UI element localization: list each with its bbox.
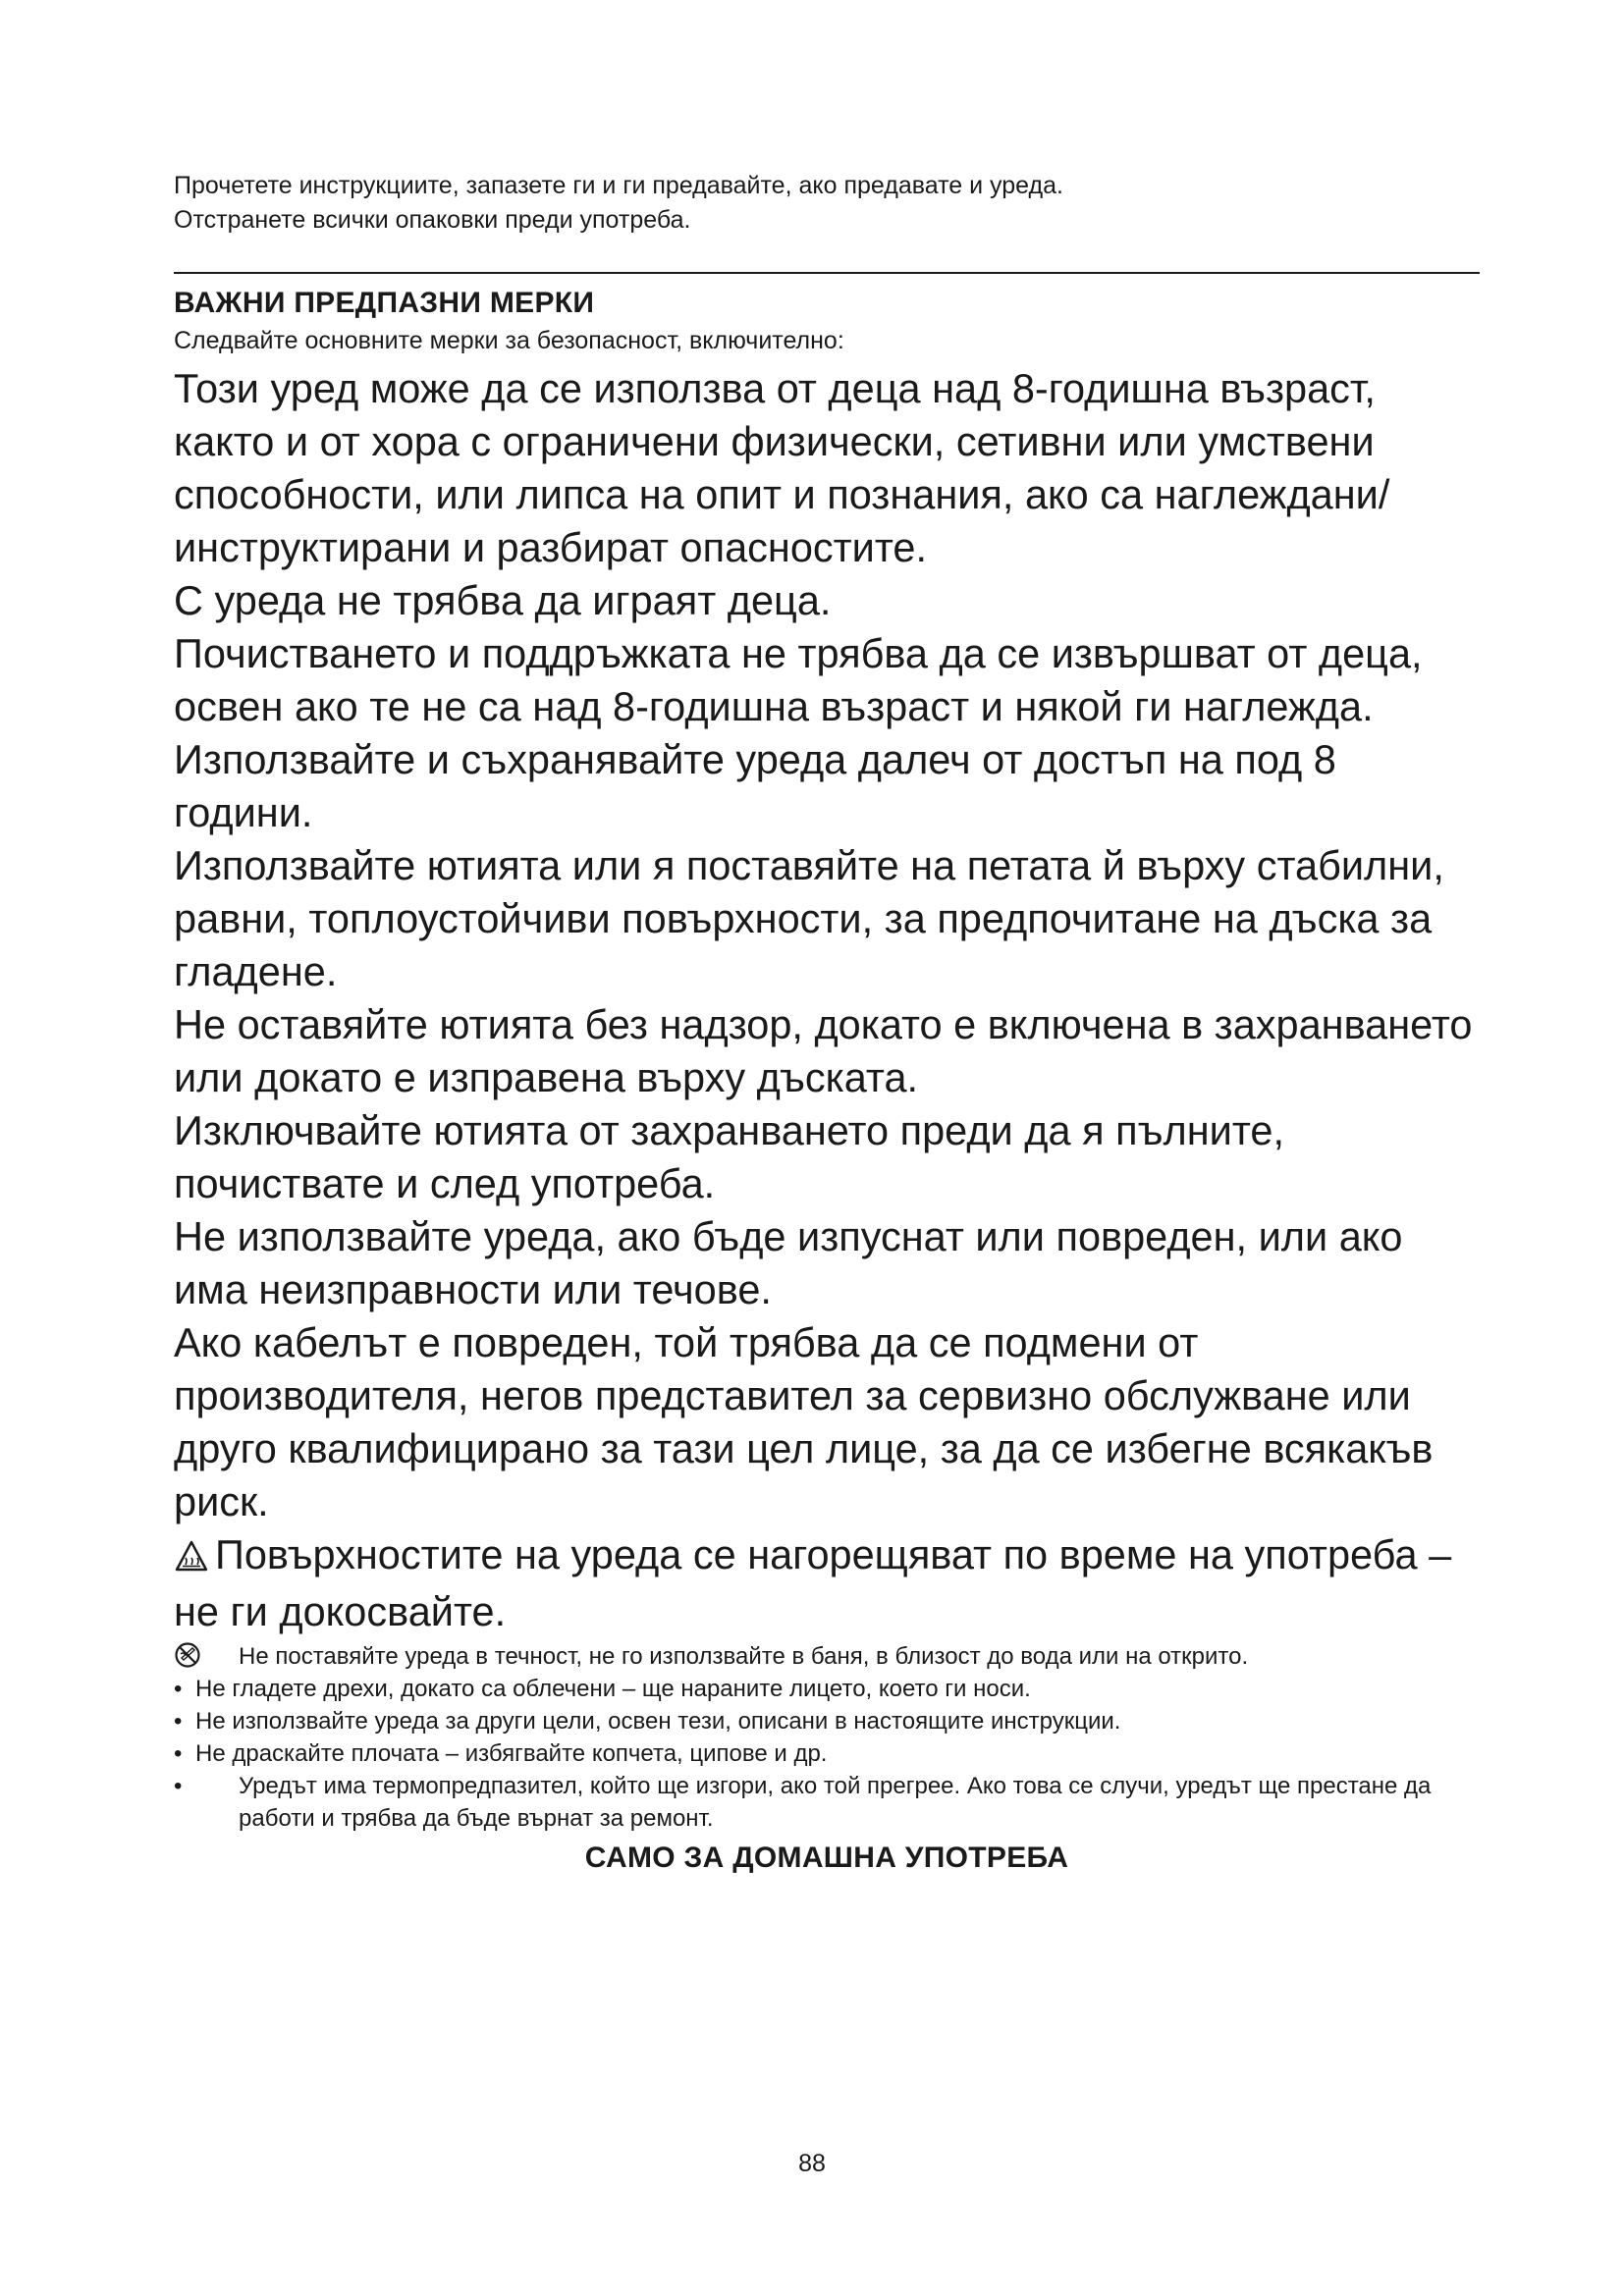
list-item xyxy=(174,1673,1480,1705)
large-paragraph: С уреда не трябва да играят деца. xyxy=(174,577,832,623)
large-paragraph: Използвайте ютията или я поставяйте на петата й върху стабилни, равни, топлоустойчиви повърхности, за предпочитане на дъска за гладене. xyxy=(174,842,1444,994)
intro-line-1: Прочетете инструкциите, запазете ги и ги предавайте, ако предавате и уреда. xyxy=(174,172,1063,199)
large-paragraph: Този уред може да се използва от деца над 8-годишна възраст, както и от хора с ограничени физически, сетивни или умствени способности, или липса на опит и познания, ако са наглеждани/инструктирани и разбират опасностите. xyxy=(174,365,1390,570)
section-subtitle: Следвайте основните мерки за безопасност, включително: xyxy=(174,327,844,354)
large-paragraph: Използвайте и съхранявайте уреда далеч от достъп на под 8 години. xyxy=(174,736,1336,835)
list-item xyxy=(174,1705,1480,1737)
section-divider xyxy=(174,272,1480,274)
page-content xyxy=(174,169,1480,1880)
list-item xyxy=(174,1640,1480,1673)
hot-surface-warning xyxy=(174,1528,1480,1638)
list-item xyxy=(174,1737,1480,1770)
large-paragraph: Ако кабелът е повреден, той трябва да се подмени от производителя, негов представител за сервизно обслужване или друго квалифицирано за тази цел лице, за да се избегне всякакъв риск. xyxy=(174,1319,1434,1524)
page-number: 88 xyxy=(798,2150,826,2177)
bullet: • xyxy=(174,1773,183,1799)
small-safety-list xyxy=(174,1640,1480,1835)
list-item-text: Не използвайте уреда за други цели, освен тези, описани в настоящите инструкции. xyxy=(195,1708,1121,1735)
list-item-text: Не гладете дрехи, докато са облечени – ще нараните лицето, което ги носи. xyxy=(195,1676,1031,1702)
list-item xyxy=(174,1770,1480,1835)
list-item-text: Уредът има термопредпазител, който ще изгори, ако той прегрее. Ако това се случи, уредът ще престане да работи и трябва да бъде върнат за ремонт. xyxy=(239,1773,1432,1832)
intro-line-2: Отстранете всички опаковки преди употреба. xyxy=(174,206,691,234)
hot-surface-warning-text: Повърхностите на уреда се нагорещяват по време на употреба – не ги докосвайте. xyxy=(174,1531,1452,1634)
large-paragraph: Не използвайте уреда, ако бъде изпуснат или повреден, или ако има неизправности или течове. xyxy=(174,1213,1403,1312)
list-item-text: Не драскайте плочата – избягвайте копчета, ципове и др. xyxy=(195,1740,828,1767)
no-water-icon xyxy=(174,1640,201,1677)
section-title: ВАЖНИ ПРЕДПАЗНИ МЕРКИ xyxy=(174,287,595,319)
list-item-text: Не поставяйте уреда в течност, не го използвайте в баня, в близост до вода или на открито. xyxy=(239,1643,1249,1670)
bullet: • xyxy=(174,1708,183,1735)
hot-surface-warning-icon xyxy=(174,1532,209,1585)
large-paragraph: Не оставяйте ютията без надзор, докато е включена в захранването или докато е изправена върху дъската. xyxy=(174,1001,1473,1100)
bullet: • xyxy=(174,1676,183,1702)
household-use-only-note: САМО ЗА ДОМАШНА УПОТРЕБА xyxy=(584,1842,1069,1874)
large-paragraph: Изключвайте ютията от захранването преди да я пълните, почиствате и след употреба. xyxy=(174,1107,1284,1206)
large-paragraph: Почистването и поддръжката не трябва да се извършват от деца, освен ако те не са над 8-годишна възраст и някой ги наглежда. xyxy=(174,630,1423,729)
bullet: • xyxy=(174,1740,183,1767)
